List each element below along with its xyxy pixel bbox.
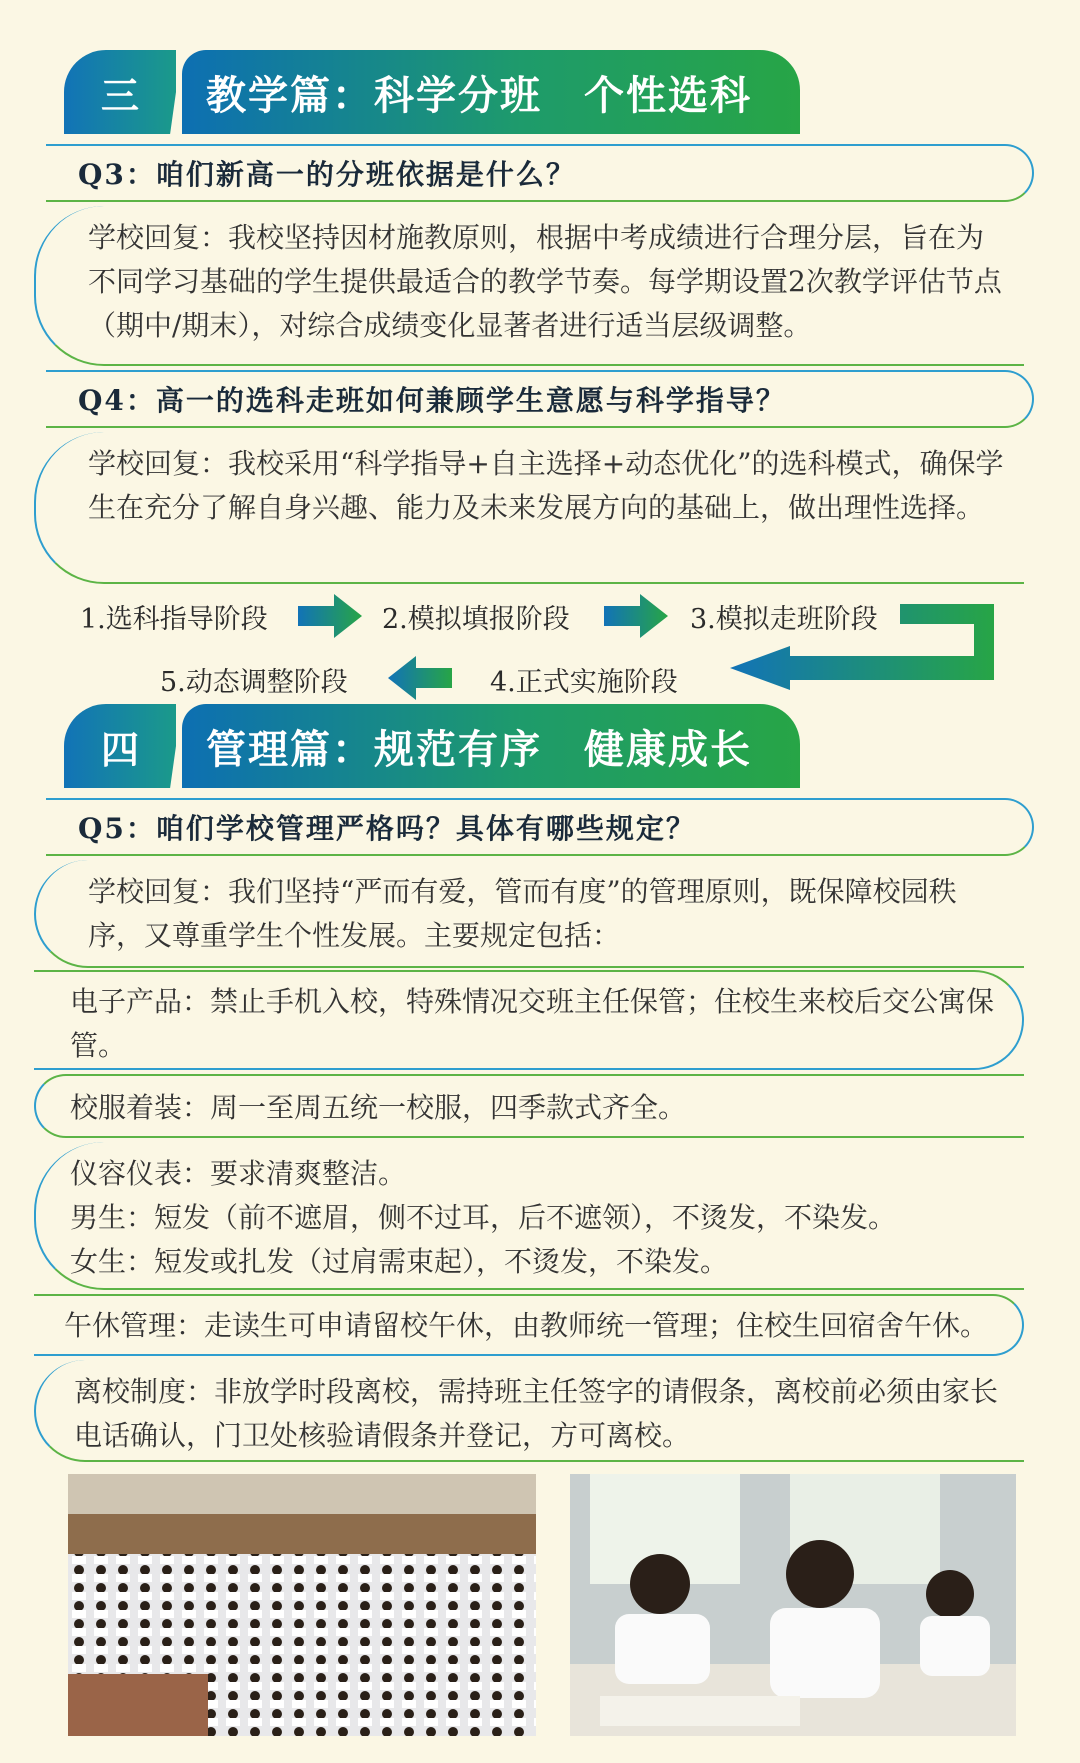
auditorium-photo [68, 1474, 536, 1736]
flow-step-3: 3.模拟走班阶段 [690, 604, 878, 635]
arrow-right-icon [298, 592, 364, 640]
q5-question: Q5：咱们学校管理严格吗？具体有哪些规定？ [46, 798, 1034, 856]
arrow-right-icon [604, 592, 670, 640]
rule-noon: 午休管理：走读生可申请留校午休，由教师统一管理；住校生回宿舍午休。 [34, 1294, 1024, 1356]
flow-step-5: 5.动态调整阶段 [160, 667, 348, 698]
loop-arrow-icon [730, 600, 1004, 690]
flow-step-2: 2.模拟填报阶段 [382, 604, 570, 635]
q4-answer: 学校回复：我校采用“科学指导+自主选择+动态优化”的选科模式，确保学生在充分了解自身兴趣、能力及未来发展方向的基础上，做出理性选择。 [34, 432, 1024, 584]
rule-appearance-line-2: 男生：短发（前不遮眉，侧不过耳，后不遮领），不烫发，不染发。 [70, 1201, 897, 1234]
flow-step-4: 4.正式实施阶段 [490, 667, 678, 698]
rule-electronics: 电子产品：禁止手机入校，特殊情况交班主任保管；住校生来校后交公寓保管。 [34, 970, 1024, 1070]
rule-uniform: 校服着装：周一至周五统一校服，四季款式齐全。 [34, 1074, 1024, 1138]
section-4-header [64, 704, 800, 788]
arrow-left-icon [386, 654, 452, 702]
q5-answer: 学校回复：我们坚持“严而有爱，管而有度”的管理原则，既保障校园秩序，又尊重学生个性发展。主要规定包括： [34, 860, 1024, 968]
rule-appearance [34, 1142, 1024, 1290]
rule-appearance-line-1: 仪容仪表：要求清爽整洁。 [70, 1157, 407, 1190]
flow-step-1: 1.选科指导阶段 [80, 604, 268, 635]
q4-question: Q4：高一的选科走班如何兼顾学生意愿与科学指导？ [46, 370, 1034, 428]
q3-question: Q3：咱们新高一的分班依据是什么？ [46, 144, 1034, 202]
section-4-number: 四 [64, 704, 176, 788]
classroom-photo [570, 1474, 1016, 1736]
q3-answer: 学校回复：我校坚持因材施教原则，根据中考成绩进行合理分层，旨在为不同学习基础的学生提供最适合的教学节奏。每学期设置2次教学评估节点（期中/期末），对综合成绩变化显著者进行适当层级调整。 [34, 206, 1024, 366]
rule-leave: 离校制度：非放学时段离校，需持班主任签字的请假条，离校前必须由家长电话确认，门卫处核验请假条并登记，方可离校。 [34, 1360, 1024, 1462]
section-3-number: 三 [64, 50, 176, 134]
section-3-title: 教学篇：科学分班 个性选科 [182, 50, 800, 134]
section-4-title: 管理篇：规范有序 健康成长 [182, 704, 800, 788]
rule-appearance-line-3: 女生：短发或扎发（过肩需束起），不烫发，不染发。 [70, 1245, 729, 1278]
section-3-header [64, 50, 800, 134]
